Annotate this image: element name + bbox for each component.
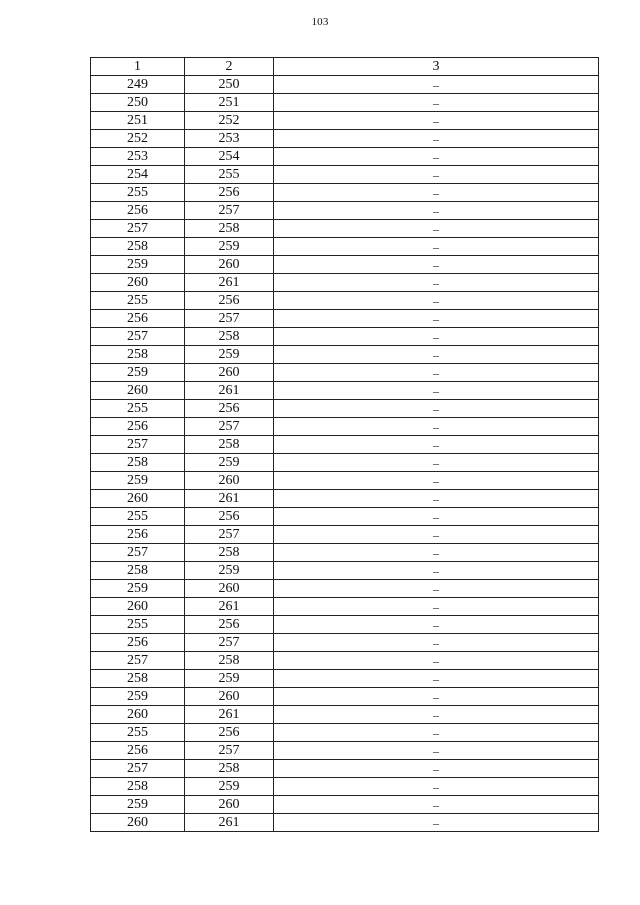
table-cell-col-3: – [274, 94, 599, 112]
table-cell-col-1: 257 [91, 544, 185, 562]
table-cell-col-1: 256 [91, 418, 185, 436]
table-row [91, 724, 599, 742]
table-cell-col-3: – [274, 472, 599, 490]
table-row [91, 778, 599, 796]
table-row [91, 706, 599, 724]
table-row [91, 472, 599, 490]
table-cell-col-2: 253 [185, 130, 274, 148]
table-cell-col-1: 257 [91, 436, 185, 454]
table-cell-col-3: – [274, 814, 599, 832]
table-cell-col-2: 256 [185, 616, 274, 634]
table-row [91, 202, 599, 220]
table-row [91, 364, 599, 382]
table-row [91, 436, 599, 454]
table-cell-col-1: 260 [91, 490, 185, 508]
table-cell-col-1: 257 [91, 652, 185, 670]
table-cell-col-1: 258 [91, 454, 185, 472]
table-cell-col-1: 258 [91, 238, 185, 256]
table-row [91, 490, 599, 508]
table-cell-col-1: 260 [91, 598, 185, 616]
table-cell-col-2: 258 [185, 436, 274, 454]
table-cell-col-2: 257 [185, 310, 274, 328]
table-cell-col-2: 256 [185, 724, 274, 742]
table-cell-col-1: 260 [91, 382, 185, 400]
table-cell-col-1: 259 [91, 580, 185, 598]
table-cell-col-3: – [274, 148, 599, 166]
data-table [90, 57, 599, 832]
page-number: 103 [311, 16, 329, 28]
table-cell-col-1: 257 [91, 328, 185, 346]
table-cell-col-3: – [274, 400, 599, 418]
table-cell-col-2: 259 [185, 778, 274, 796]
table-row [91, 796, 599, 814]
table-cell-col-3: – [274, 346, 599, 364]
table-cell-col-3: – [274, 670, 599, 688]
table-cell-col-2: 256 [185, 400, 274, 418]
table-cell-col-1: 260 [91, 814, 185, 832]
table-cell-col-3: – [274, 724, 599, 742]
table-cell-col-1: 255 [91, 292, 185, 310]
table-cell-col-3: – [274, 274, 599, 292]
table-cell-col-3: – [274, 562, 599, 580]
table-cell-col-2: 257 [185, 526, 274, 544]
table-cell-col-3: – [274, 688, 599, 706]
table-cell-col-2: 254 [185, 148, 274, 166]
table-row [91, 652, 599, 670]
table-row [91, 580, 599, 598]
column-header-3: 3 [274, 58, 599, 76]
table-cell-col-2: 261 [185, 598, 274, 616]
table-cell-col-3: – [274, 580, 599, 598]
table-row [91, 454, 599, 472]
table-cell-col-3: – [274, 526, 599, 544]
table-cell-col-1: 259 [91, 688, 185, 706]
table-cell-col-3: – [274, 256, 599, 274]
table-row [91, 274, 599, 292]
table-cell-col-1: 256 [91, 310, 185, 328]
table-cell-col-2: 258 [185, 328, 274, 346]
table-cell-col-2: 259 [185, 238, 274, 256]
table-cell-col-1: 256 [91, 742, 185, 760]
table-cell-col-2: 251 [185, 94, 274, 112]
table-cell-col-3: – [274, 598, 599, 616]
table-cell-col-3: – [274, 202, 599, 220]
table-row [91, 130, 599, 148]
table-row [91, 634, 599, 652]
table-cell-col-1: 259 [91, 796, 185, 814]
table-cell-col-2: 256 [185, 184, 274, 202]
column-header-2: 2 [185, 58, 274, 76]
table-cell-col-2: 258 [185, 544, 274, 562]
table-cell-col-1: 255 [91, 616, 185, 634]
table-cell-col-2: 261 [185, 382, 274, 400]
table-cell-col-3: – [274, 382, 599, 400]
table-row [91, 418, 599, 436]
table-row [91, 598, 599, 616]
table-row [91, 256, 599, 274]
table-row [91, 526, 599, 544]
table-row [91, 238, 599, 256]
table-cell-col-1: 259 [91, 472, 185, 490]
table-cell-col-3: – [274, 364, 599, 382]
table-cell-col-2: 260 [185, 256, 274, 274]
table-cell-col-1: 255 [91, 400, 185, 418]
table-cell-col-1: 258 [91, 778, 185, 796]
table-row [91, 310, 599, 328]
table-row [91, 328, 599, 346]
table-row [91, 688, 599, 706]
table-row [91, 760, 599, 778]
table-cell-col-3: – [274, 634, 599, 652]
table-row [91, 220, 599, 238]
table-cell-col-1: 258 [91, 670, 185, 688]
table-cell-col-2: 258 [185, 220, 274, 238]
table-row [91, 382, 599, 400]
table-cell-col-1: 260 [91, 274, 185, 292]
table-cell-col-1: 250 [91, 94, 185, 112]
table-cell-col-1: 254 [91, 166, 185, 184]
table-cell-col-3: – [274, 706, 599, 724]
table-row [91, 292, 599, 310]
table-cell-col-2: 256 [185, 508, 274, 526]
table-cell-col-1: 256 [91, 526, 185, 544]
table-cell-col-3: – [274, 76, 599, 94]
table-cell-col-2: 259 [185, 670, 274, 688]
table-cell-col-2: 257 [185, 742, 274, 760]
table-cell-col-2: 259 [185, 454, 274, 472]
table-cell-col-3: – [274, 760, 599, 778]
table-cell-col-3: – [274, 184, 599, 202]
table-row [91, 616, 599, 634]
table-cell-col-1: 259 [91, 256, 185, 274]
table-row [91, 562, 599, 580]
table-cell-col-3: – [274, 436, 599, 454]
table-cell-col-2: 261 [185, 274, 274, 292]
table-row [91, 544, 599, 562]
table-cell-col-2: 257 [185, 202, 274, 220]
table-cell-col-3: – [274, 616, 599, 634]
table-cell-col-3: – [274, 130, 599, 148]
table-row [91, 742, 599, 760]
table-header [91, 58, 599, 76]
table-row [91, 400, 599, 418]
table-cell-col-2: 261 [185, 814, 274, 832]
table-body [91, 76, 599, 832]
table-cell-col-1: 256 [91, 634, 185, 652]
table-row [91, 670, 599, 688]
table-cell-col-3: – [274, 328, 599, 346]
table-cell-col-3: – [274, 742, 599, 760]
table-cell-col-3: – [274, 310, 599, 328]
table-cell-col-2: 260 [185, 796, 274, 814]
table-cell-col-2: 250 [185, 76, 274, 94]
table-cell-col-1: 256 [91, 202, 185, 220]
table-cell-col-2: 256 [185, 292, 274, 310]
table-cell-col-1: 255 [91, 508, 185, 526]
table-cell-col-3: – [274, 166, 599, 184]
table-cell-col-2: 252 [185, 112, 274, 130]
table-cell-col-1: 255 [91, 724, 185, 742]
table-cell-col-2: 260 [185, 472, 274, 490]
table-row [91, 166, 599, 184]
table-cell-col-2: 259 [185, 346, 274, 364]
table-cell-col-3: – [274, 292, 599, 310]
table-cell-col-1: 257 [91, 760, 185, 778]
column-header-1: 1 [91, 58, 185, 76]
table-cell-col-1: 258 [91, 346, 185, 364]
table-row [91, 184, 599, 202]
table-cell-col-1: 259 [91, 364, 185, 382]
table-cell-col-3: – [274, 220, 599, 238]
table-row [91, 508, 599, 526]
table-cell-col-1: 258 [91, 562, 185, 580]
table-cell-col-1: 253 [91, 148, 185, 166]
table-cell-col-2: 260 [185, 580, 274, 598]
table-cell-col-2: 257 [185, 634, 274, 652]
table-row [91, 76, 599, 94]
table-cell-col-1: 260 [91, 706, 185, 724]
table-cell-col-2: 259 [185, 562, 274, 580]
table-row [91, 94, 599, 112]
table-cell-col-1: 251 [91, 112, 185, 130]
table-row [91, 148, 599, 166]
table-cell-col-1: 257 [91, 220, 185, 238]
table-cell-col-2: 261 [185, 706, 274, 724]
table-cell-col-2: 260 [185, 688, 274, 706]
table-row [91, 346, 599, 364]
table-cell-col-3: – [274, 418, 599, 436]
table-cell-col-2: 255 [185, 166, 274, 184]
table-cell-col-2: 261 [185, 490, 274, 508]
table-cell-col-3: – [274, 508, 599, 526]
table-cell-col-1: 249 [91, 76, 185, 94]
table-cell-col-2: 260 [185, 364, 274, 382]
table-cell-col-3: – [274, 778, 599, 796]
table-cell-col-3: – [274, 238, 599, 256]
table-cell-col-3: – [274, 490, 599, 508]
table-cell-col-3: – [274, 454, 599, 472]
table-row [91, 112, 599, 130]
table-cell-col-3: – [274, 112, 599, 130]
table-cell-col-1: 252 [91, 130, 185, 148]
table-cell-col-3: – [274, 652, 599, 670]
table-cell-col-3: – [274, 796, 599, 814]
table-cell-col-1: 255 [91, 184, 185, 202]
table-row [91, 814, 599, 832]
header-row [91, 58, 599, 76]
table-cell-col-2: 258 [185, 760, 274, 778]
table-cell-col-2: 258 [185, 652, 274, 670]
table-cell-col-2: 257 [185, 418, 274, 436]
table-cell-col-3: – [274, 544, 599, 562]
